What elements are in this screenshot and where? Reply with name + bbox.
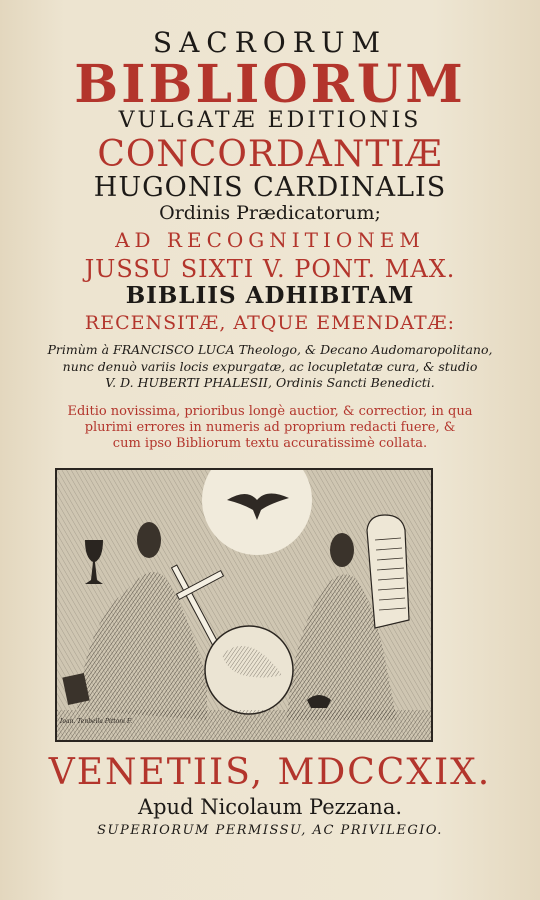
editors-line: Primùm à FRANCISCO LUCA Theologo, & Decano Audomaropolitano, <box>47 342 493 357</box>
title-line-vulgatae: VULGATÆ EDITIONIS <box>118 108 422 133</box>
imprint-place: VENETIIS, MDCCXIX. <box>48 752 492 793</box>
title-line-ordinis: Ordinis Prædicatorum; <box>159 202 381 224</box>
editors-line: V. D. HUBERTI PHALESII, Ordinis Sancti Benedicti. <box>105 375 435 390</box>
engraving-illustration <box>57 470 431 740</box>
edition-note-line: cum ipso Bibliorum textu accuratissimè collata. <box>112 436 428 451</box>
title-line-recognitionem: AD RECOGNITIONEM <box>115 228 425 252</box>
title-line-concordantiae: CONCORDANTIÆ <box>97 134 443 175</box>
title-line-sacrorum: SACRORUM <box>152 26 388 59</box>
edition-note-line: Editio novissima, prioribus longè auctior, & correctior, in qua <box>67 404 473 419</box>
title-line-bibliorum: BIBLIORUM <box>74 54 466 115</box>
engraver-signature: Ioan. Tenbella Pittoni F. <box>60 718 133 725</box>
title-line-recensitae: RECENSITÆ, ATQUE EMENDATÆ: <box>84 312 456 334</box>
title-line-hugonis: HUGONIS CARDINALIS <box>93 172 447 203</box>
privilege-line: SUPERIORUM PERMISSU, AC PRIVILEGIO. <box>97 823 443 838</box>
title-line-sixti: JUSSU SIXTI V. PONT. MAX. <box>84 255 456 283</box>
tablets-icon <box>367 515 409 628</box>
frontispiece-engraving <box>55 468 433 742</box>
editors-block <box>0 342 540 392</box>
editors-line: nunc denuò variis locis expurgatæ, ac locupletatæ cura, & studio <box>62 358 478 374</box>
printer-line: Apud Nicolaum Pezzana. <box>137 795 403 819</box>
edition-note-block <box>0 404 540 452</box>
edition-note-line: plurimi errores in numeris ad proprium redacti fuere, & <box>84 420 456 435</box>
title-line-bibliis: BIBLIIS ADHIBITAM <box>125 282 415 309</box>
